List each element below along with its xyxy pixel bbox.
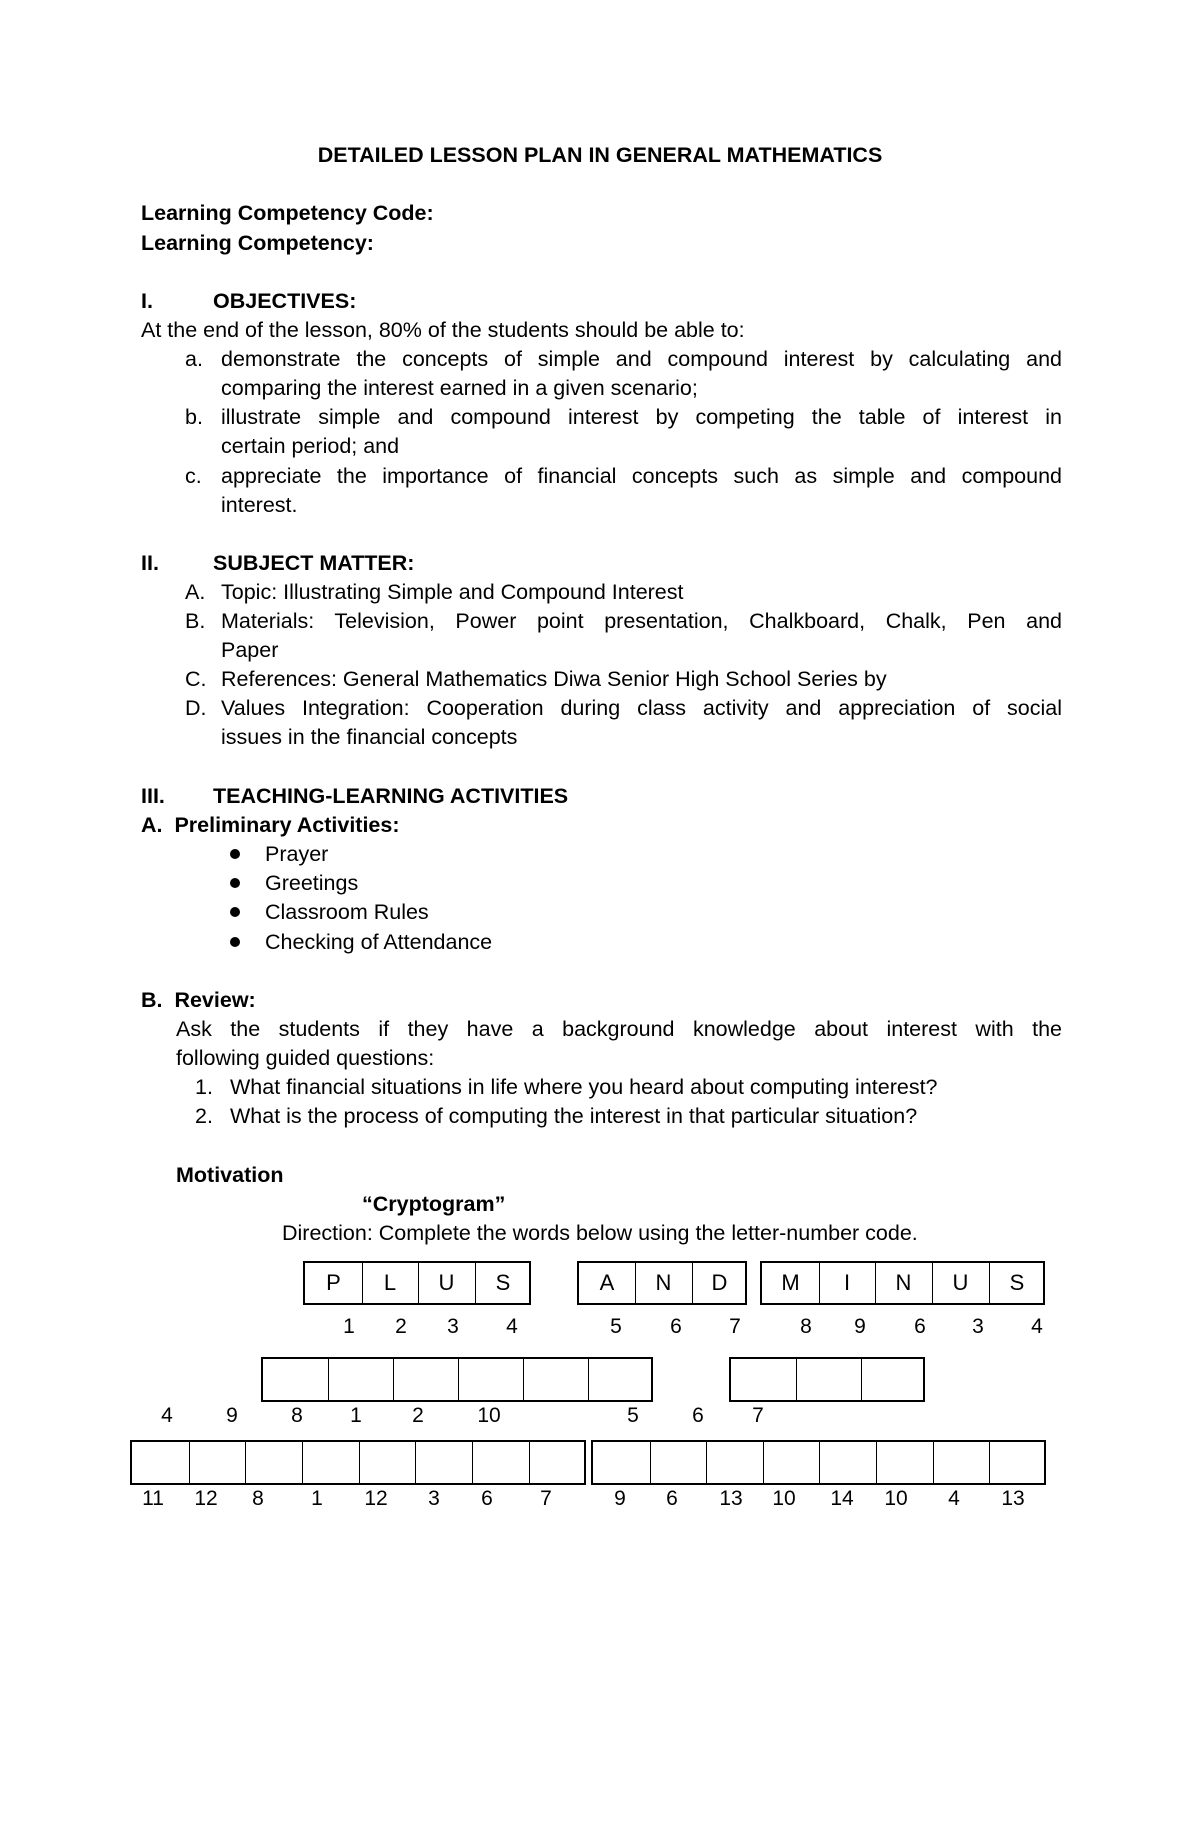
objective-c-line2: interest. xyxy=(221,493,298,517)
cell-divider xyxy=(472,1442,473,1483)
review-line2: following guided questions: xyxy=(176,1046,435,1070)
bullet-item: Classroom Rules xyxy=(265,900,429,924)
document-title: DETAILED LESSON PLAN IN GENERAL MATHEMATICS xyxy=(317,143,883,167)
subject-matter-heading: SUBJECT MATTER: xyxy=(213,551,415,575)
cryptogram-blank-word-3[interactable] xyxy=(130,1440,586,1485)
cell-divider xyxy=(876,1442,877,1483)
cell-divider xyxy=(523,1359,524,1400)
subject-matter-numeral: II. xyxy=(141,551,159,575)
objective-a-line1: demonstrate the concepts of simple and compound interest by calculating and xyxy=(221,347,1062,371)
cryptogram-word-minus xyxy=(760,1261,1045,1305)
competency-code-label: Learning Competency Code: xyxy=(141,201,434,225)
cryptogram-letter: U xyxy=(438,1270,455,1295)
cell-divider xyxy=(529,1442,530,1483)
cell-divider xyxy=(706,1442,707,1483)
preliminary-heading: A. Preliminary Activities: xyxy=(141,813,400,837)
code-number: 5 xyxy=(627,1404,639,1427)
code-number: 2 xyxy=(412,1404,424,1427)
code-number: 8 xyxy=(291,1404,303,1427)
code-number: 4 xyxy=(161,1404,173,1427)
review-heading: B. Review: xyxy=(141,988,256,1012)
code-number: 2 xyxy=(395,1315,407,1338)
code-number: 3 xyxy=(428,1487,440,1510)
objective-marker: a. xyxy=(185,347,203,371)
cryptogram-letter: A xyxy=(599,1270,615,1295)
review-question: What financial situations in life where you heard about computing interest? xyxy=(230,1075,938,1099)
code-number: 6 xyxy=(666,1487,678,1510)
code-number: 13 xyxy=(1001,1487,1025,1510)
code-number: 14 xyxy=(830,1487,854,1510)
code-number: 6 xyxy=(670,1315,682,1338)
code-number: 9 xyxy=(614,1487,626,1510)
cell-divider xyxy=(245,1442,246,1483)
cell-divider xyxy=(328,1359,329,1400)
cell-divider xyxy=(588,1359,589,1400)
bullet-icon xyxy=(230,878,240,888)
cryptogram-letter: U xyxy=(952,1270,969,1295)
bullet-item: Checking of Attendance xyxy=(265,930,493,954)
cell-divider xyxy=(302,1442,303,1483)
bullet-icon xyxy=(230,907,240,917)
code-number: 7 xyxy=(540,1487,552,1510)
code-number: 4 xyxy=(1031,1315,1043,1338)
cell-divider xyxy=(796,1359,797,1400)
cell-divider xyxy=(861,1359,862,1400)
code-number: 6 xyxy=(481,1487,493,1510)
code-number: 3 xyxy=(447,1315,459,1338)
cryptogram-letter: N xyxy=(655,1270,672,1295)
objective-a-line2: comparing the interest earned in a given scenario; xyxy=(221,376,698,400)
activity-title: “Cryptogram” xyxy=(362,1192,506,1216)
review-question: What is the process of computing the interest in that particular situation? xyxy=(230,1104,918,1128)
cryptogram-word-plus xyxy=(303,1261,531,1305)
objectives-heading: OBJECTIVES: xyxy=(213,289,357,313)
motivation-heading: Motivation xyxy=(176,1163,284,1187)
cryptogram-letter: P xyxy=(326,1270,341,1295)
bullet-icon xyxy=(230,937,240,947)
objective-b-line2: certain period; and xyxy=(221,434,400,458)
cell-divider xyxy=(650,1442,651,1483)
subject-marker: C. xyxy=(185,667,207,691)
activity-direction: Direction: Complete the words below using the letter-number code. xyxy=(282,1221,918,1245)
subject-values-line2: issues in the financial concepts xyxy=(221,725,518,749)
cell-divider xyxy=(933,1442,934,1483)
code-number: 3 xyxy=(972,1315,984,1338)
cell-divider xyxy=(393,1359,394,1400)
code-number: 8 xyxy=(252,1487,264,1510)
cell-divider xyxy=(458,1359,459,1400)
competency-label: Learning Competency: xyxy=(141,231,374,255)
cryptogram-letter: I xyxy=(843,1270,851,1295)
cell-divider xyxy=(415,1442,416,1483)
code-number: 9 xyxy=(226,1404,238,1427)
code-number: 12 xyxy=(364,1487,388,1510)
bullet-icon xyxy=(230,849,240,859)
activities-heading: TEACHING-LEARNING ACTIVITIES xyxy=(213,784,569,808)
code-number: 5 xyxy=(610,1315,622,1338)
cryptogram-letter: N xyxy=(895,1270,912,1295)
objectives-numeral: I. xyxy=(141,289,153,313)
code-number: 11 xyxy=(142,1487,164,1510)
cell-divider xyxy=(819,1442,820,1483)
code-number: 4 xyxy=(948,1487,960,1510)
code-number: 7 xyxy=(752,1404,764,1427)
objective-marker: b. xyxy=(185,405,203,429)
code-number: 9 xyxy=(854,1315,866,1338)
bullet-item: Greetings xyxy=(265,871,359,895)
cryptogram-blank-word-1[interactable] xyxy=(261,1357,653,1402)
code-number: 10 xyxy=(772,1487,796,1510)
code-number: 10 xyxy=(884,1487,908,1510)
code-number: 1 xyxy=(343,1315,355,1338)
cryptogram-letter: S xyxy=(495,1270,511,1295)
activities-numeral: III. xyxy=(141,784,165,808)
code-number: 13 xyxy=(719,1487,743,1510)
code-number: 6 xyxy=(914,1315,926,1338)
subject-marker: A. xyxy=(185,580,206,604)
subject-values-line1: Values Integration: Cooperation during class activity and appreciation of social xyxy=(221,696,1062,720)
cell-divider xyxy=(989,1442,990,1483)
code-number: 10 xyxy=(477,1404,501,1427)
cryptogram-letter: D xyxy=(711,1270,728,1295)
cryptogram-letter: S xyxy=(1009,1270,1025,1295)
code-number: 8 xyxy=(800,1315,812,1338)
cryptogram-blank-word-2[interactable] xyxy=(729,1357,925,1402)
code-number: 4 xyxy=(506,1315,518,1338)
code-number: 12 xyxy=(194,1487,218,1510)
cell-divider xyxy=(763,1442,764,1483)
subject-references: References: General Mathematics Diwa Senior High School Series by xyxy=(221,667,887,691)
subject-materials-line2: Paper xyxy=(221,638,279,662)
code-number: 6 xyxy=(692,1404,704,1427)
question-marker: 2. xyxy=(195,1104,213,1128)
objective-b-line1: illustrate simple and compound interest by competing the table of interest in xyxy=(221,405,1062,429)
code-number: 1 xyxy=(350,1404,362,1427)
code-number: 1 xyxy=(311,1487,323,1510)
review-line1: Ask the students if they have a background knowledge about interest with the xyxy=(176,1017,1062,1041)
subject-marker: D. xyxy=(185,696,207,720)
bullet-item: Prayer xyxy=(265,842,329,866)
cryptogram-letter: L xyxy=(383,1270,397,1295)
subject-marker: B. xyxy=(185,609,206,633)
objective-c-line1: appreciate the importance of financial concepts such as simple and compound xyxy=(221,464,1062,488)
objectives-intro: At the end of the lesson, 80% of the students should be able to: xyxy=(141,318,745,342)
code-number: 7 xyxy=(729,1315,741,1338)
cell-divider xyxy=(359,1442,360,1483)
question-marker: 1. xyxy=(195,1075,213,1099)
cryptogram-word-and xyxy=(577,1261,747,1305)
cell-divider xyxy=(189,1442,190,1483)
objective-marker: c. xyxy=(185,464,202,488)
subject-topic: Topic: Illustrating Simple and Compound Interest xyxy=(221,580,684,604)
subject-materials-line1: Materials: Television, Power point presentation, Chalkboard, Chalk, Pen and xyxy=(221,609,1062,633)
cryptogram-blank-word-4[interactable] xyxy=(591,1440,1046,1485)
cryptogram-letter: M xyxy=(781,1270,800,1295)
